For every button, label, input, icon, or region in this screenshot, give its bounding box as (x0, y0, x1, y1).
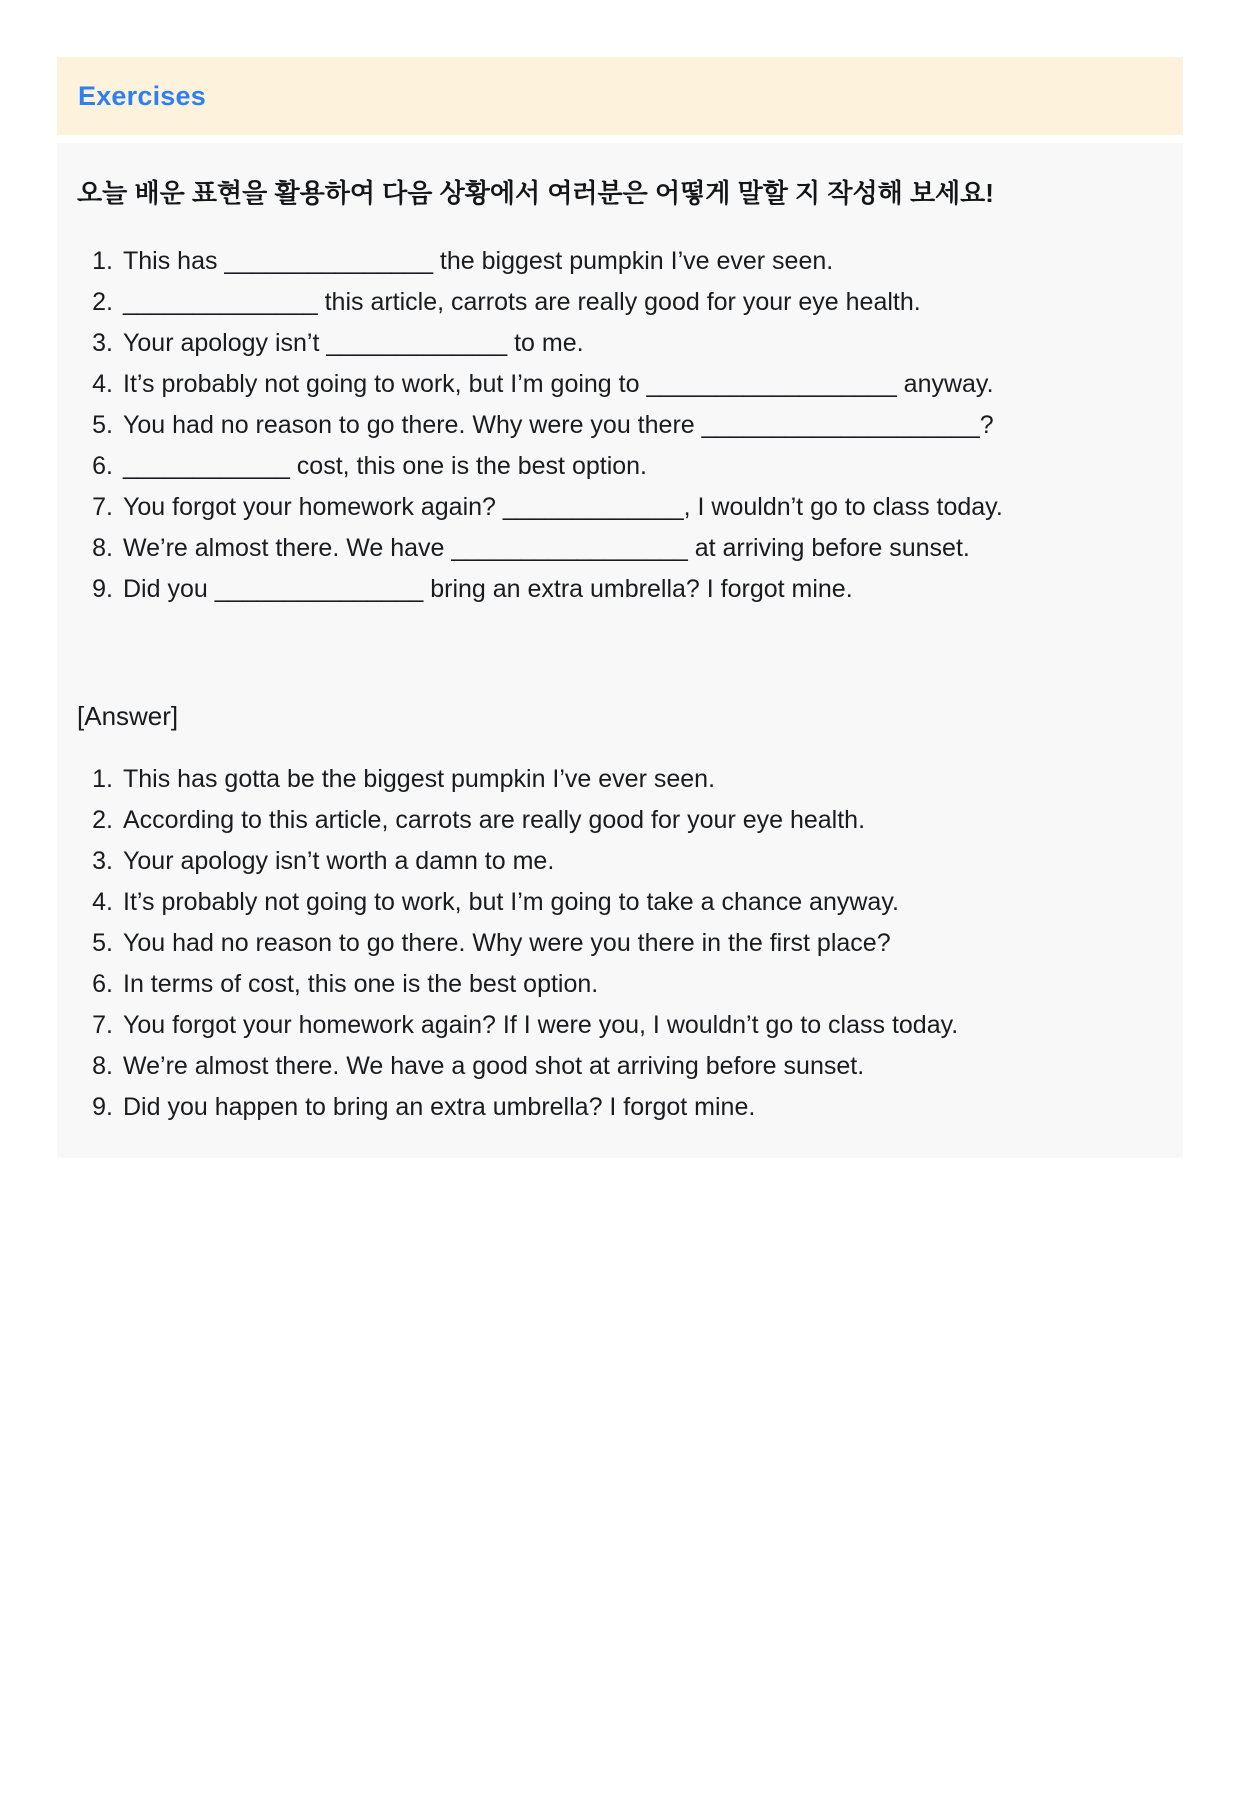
page-title: Exercises (78, 80, 206, 111)
exercises-header (57, 57, 1183, 135)
answer-label: [Answer] (77, 700, 179, 731)
answer-item: Did you happen to bring an extra umbrella? I forgot mine. (123, 1092, 756, 1121)
exercise-item: ____________ cost, this one is the best option. (123, 451, 647, 480)
exercises-body (57, 143, 1183, 1158)
answer-list (77, 759, 1157, 1128)
exercise-item: You forgot your homework again? _____________, I wouldn’t go to class today. (123, 492, 1003, 521)
exercise-item: We’re almost there. We have _________________ at arriving before sunset. (123, 533, 970, 562)
exercise-item: This has _______________ the biggest pumpkin I’ve ever seen. (123, 246, 834, 275)
exercise-item: ______________ this article, carrots are really good for your eye health. (123, 287, 921, 316)
exercise-item: You had no reason to go there. Why were you there ____________________? (123, 410, 994, 439)
answer-item: This has gotta be the biggest pumpkin I’ve ever seen. (123, 764, 716, 793)
exercises-panel (57, 57, 1183, 1158)
exercise-item: Your apology isn’t _____________ to me. (123, 328, 584, 357)
answer-item: We’re almost there. We have a good shot at arriving before sunset. (123, 1051, 865, 1080)
instruction-text: 오늘 배운 표현을 활용하여 다음 상황에서 여러분은 어떻게 말할 지 작성해 보세요! (77, 178, 994, 208)
answer-item: In terms of cost, this one is the best option. (123, 969, 599, 998)
answer-item: You forgot your homework again? If I were you, I wouldn’t go to class today. (123, 1010, 959, 1039)
exercise-list (77, 241, 1157, 610)
answer-item: Your apology isn’t worth a damn to me. (123, 846, 555, 875)
answer-item: According to this article, carrots are really good for your eye health. (123, 805, 866, 834)
exercise-item: It’s probably not going to work, but I’m going to __________________ anyway. (123, 369, 994, 398)
answer-item: You had no reason to go there. Why were you there in the first place? (123, 928, 891, 957)
page (0, 57, 1241, 1158)
answer-item: It’s probably not going to work, but I’m going to take a chance anyway. (123, 887, 899, 916)
exercise-item: Did you _______________ bring an extra umbrella? I forgot mine. (123, 574, 853, 603)
